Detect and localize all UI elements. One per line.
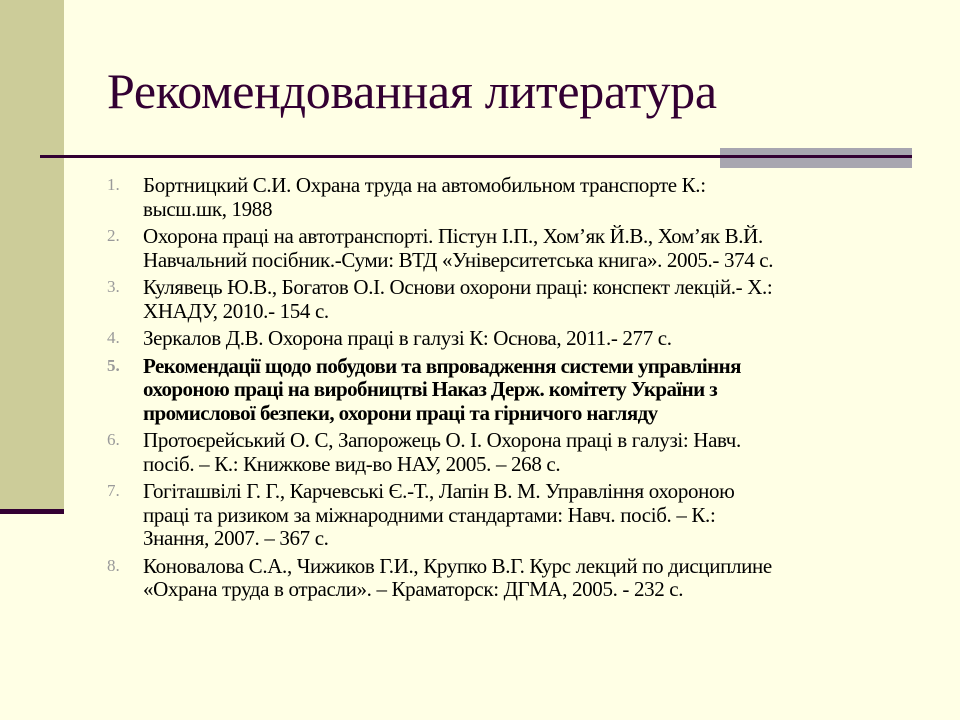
reference-text-line: Охорона праці на автотранспорті. Пістун І.П., Хом’як Й.В., Хом’як В.Й. (143, 224, 763, 248)
reference-text-line: Коновалова С.А., Чижиков Г.И., Крупко В.Г. Курс лекций по дисциплине (143, 553, 772, 578)
reference-item (0, 327, 773, 351)
reference-text-line: охороною праці на виробництві Наказ Держ. комітету України з (143, 377, 718, 401)
reference-text-line: Протоєрейський О. С, Запорожець О. І. Охорона праці в галузі: Навч. (143, 428, 741, 452)
reference-text-line: Навчальний посібник.-Суми: ВТД «Університетська книга». 2005.- 374 с. (143, 247, 774, 272)
reference-number: 4. (107, 328, 120, 347)
slide-title: Рекомендованная литература (107, 63, 717, 119)
reference-text-line: праці та ризиком за міжнародними стандартами: Навч. посіб. – К.: (143, 502, 716, 527)
reference-text-line: Бортницкий С.И. Охрана труда на автомобильном транспорте К.: (143, 173, 706, 197)
reference-text-line: Гогіташвілі Г. Г., Карчевські Є.-Т., Лапін В. М. Управління охороною (143, 479, 735, 503)
reference-item (0, 174, 773, 221)
reference-item (0, 480, 773, 551)
reference-text-line: промислової безпеки, охорони праці та гірничого нагляду (143, 400, 658, 425)
reference-text-line: «Охрана труда в отрасли». – Краматорск: ДГМА, 2005. - 232 с. (143, 577, 684, 601)
reference-text-line: Рекомендації щодо побудови та впровадження системи управління (143, 353, 741, 378)
reference-item (0, 555, 773, 602)
reference-list (0, 174, 773, 606)
reference-item (0, 429, 773, 476)
reference-text-line: Знання, 2007. – 367 с. (143, 526, 329, 550)
reference-number: 3. (107, 277, 120, 296)
reference-text-line: Кулявець Ю.В., Богатов О.І. Основи охорони праці: конспект лекцій.- Х.: (143, 275, 773, 299)
reference-text-line: посіб. – К.: Книжкове вид-во НАУ, 2005. – 268 с. (143, 451, 561, 476)
title-accent-block (720, 148, 912, 168)
reference-number: 8. (107, 555, 120, 575)
reference-item (0, 355, 773, 426)
reference-text-line: Зеркалов Д.В. Охорона праці в галузі К: Основа, 2011.- 277 с. (143, 326, 672, 350)
reference-text-line: высш.шк, 1988 (143, 196, 273, 221)
reference-number: 5. (107, 355, 120, 375)
reference-number: 7. (107, 481, 120, 500)
reference-number: 6. (107, 430, 120, 449)
title-divider (40, 155, 912, 158)
reference-item (0, 276, 773, 323)
reference-text-line: ХНАДУ, 2010.- 154 с. (143, 298, 329, 323)
reference-number: 2. (107, 226, 120, 245)
reference-item (0, 225, 773, 272)
reference-number: 1. (107, 175, 120, 194)
